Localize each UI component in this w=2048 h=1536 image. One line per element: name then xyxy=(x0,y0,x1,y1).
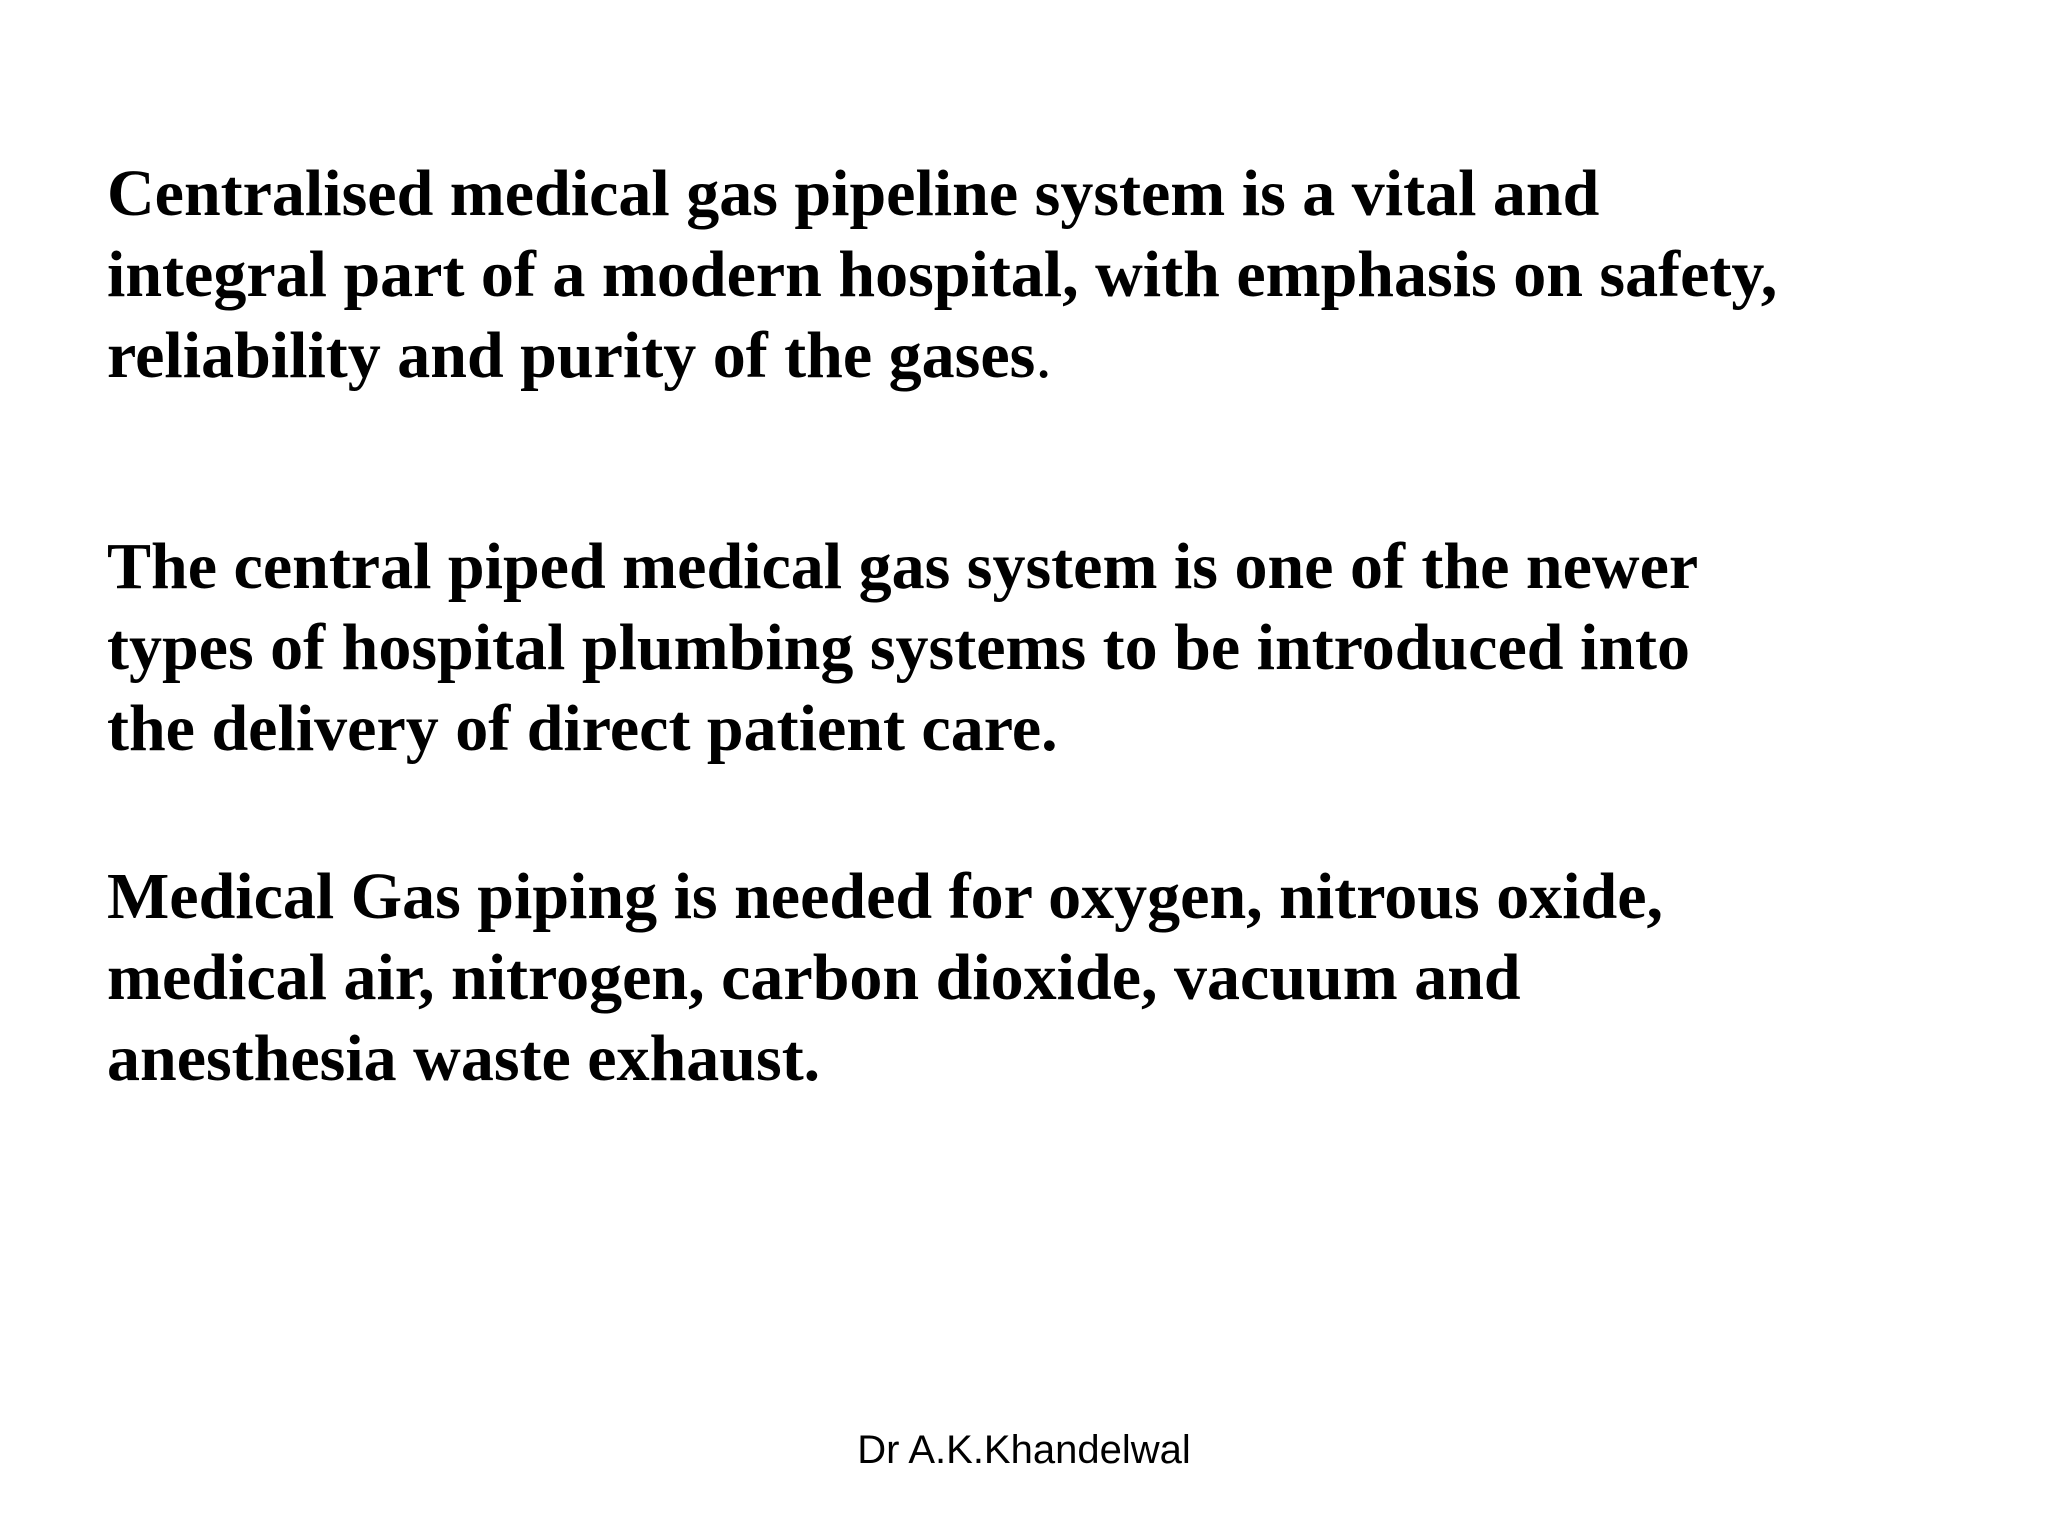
author-footer: Dr A.K.Khandelwal xyxy=(857,1428,1191,1472)
paragraph-1-text: Centralised medical gas pipeline system is a vital and integral part of a modern hospital, with emphasis on safety, reliability and purity of the gases xyxy=(107,157,1778,392)
paragraph-centralised-pipeline xyxy=(107,153,1927,396)
paragraph-gas-piping-needs: Medical Gas piping is needed for oxygen, nitrous oxide, medical air, nitrogen, carbon dioxide, vacuum and anesthesia waste exhaust. xyxy=(107,860,1664,1095)
paragraph-1-period: . xyxy=(1035,319,1052,392)
paragraph-central-piped-system: The central piped medical gas system is one of the newer types of hospital plumbing systems to be introduced into the delivery of direct patient care. xyxy=(107,530,1699,765)
